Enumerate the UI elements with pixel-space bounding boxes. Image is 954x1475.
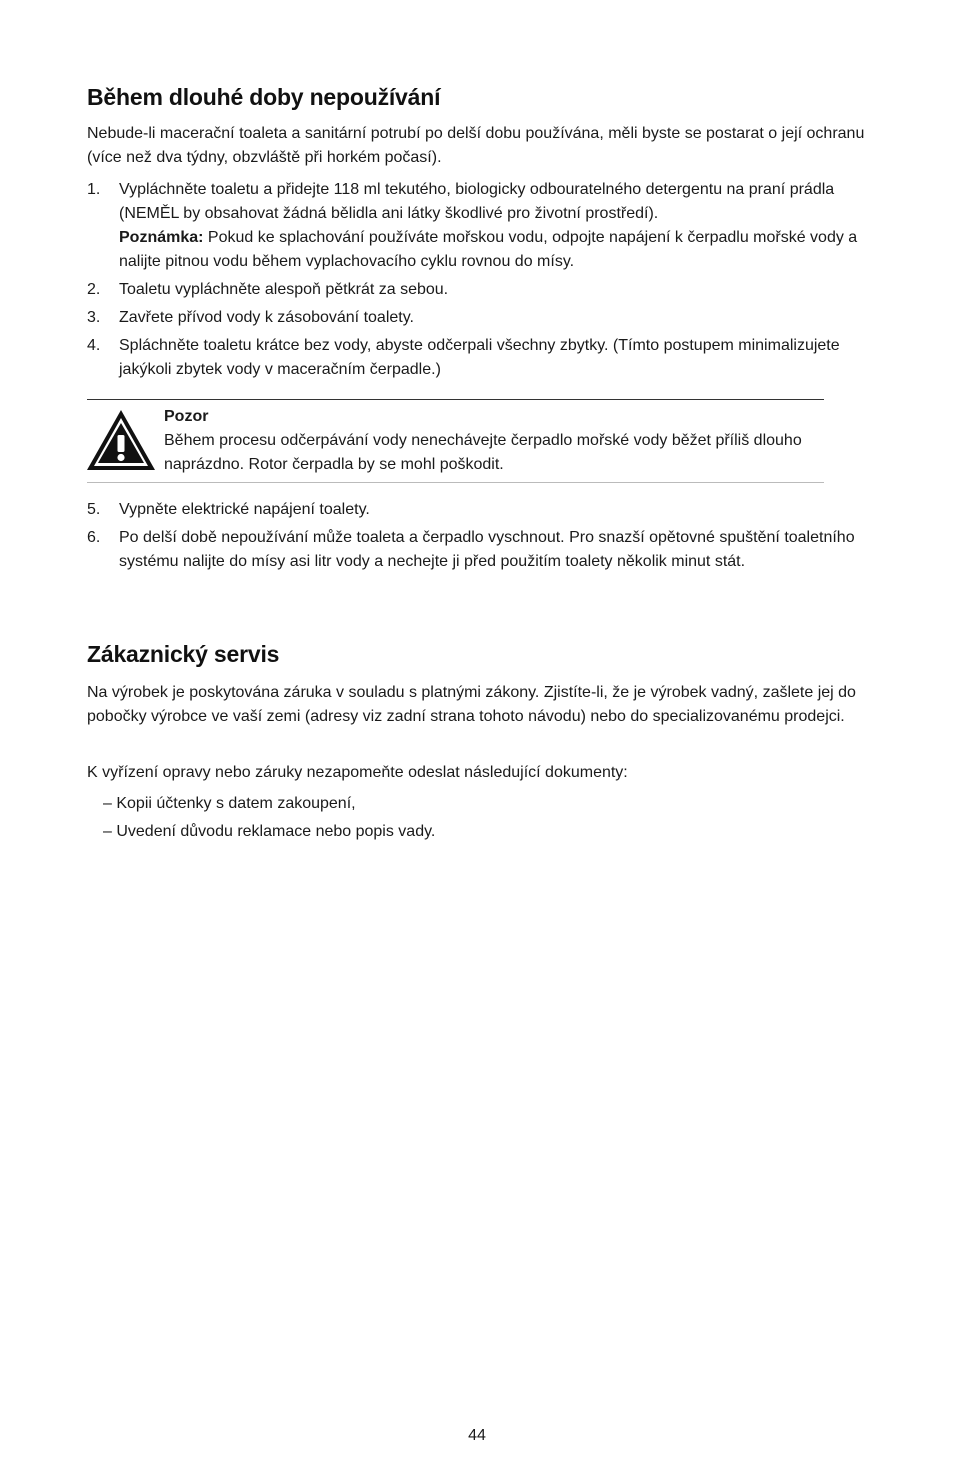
note-text: Pokud ke splachování používáte mořskou vodu, odpojte napájení k čerpadlu mořské vody a nalijte pitnou vodu během vyplachovacího cyklu rovnou do mísy.	[119, 229, 858, 270]
list-item: – Kopii účtenky s datem zakoupení,	[103, 795, 356, 812]
caution-box	[87, 399, 824, 483]
step-number: 1.	[87, 181, 101, 198]
caution-title: Pozor	[164, 408, 209, 425]
step-text: Zavřete přívod vody k zásobování toalety.	[119, 309, 414, 326]
list-item	[87, 278, 877, 302]
list-item: – Uvedení důvodu reklamace nebo popis vady.	[103, 823, 436, 840]
page-number: 44	[468, 1427, 486, 1444]
list-item	[87, 526, 877, 574]
list-item	[87, 306, 877, 330]
steps-list-a	[87, 178, 877, 386]
documents-intro-paragraph: K vyřízení opravy nebo záruky nezapomeňte odeslat následující dokumenty:	[87, 764, 628, 781]
step-number: 2.	[87, 281, 101, 298]
step-text: Spláchněte toaletu krátce bez vody, abyste odčerpali všechny zbytky. (Tímto postupem minimalizujete jakýkoli zbytek vody v maceračním čerpadle.)	[119, 337, 840, 378]
section-heading-customer-service: Zákaznický servis	[87, 641, 280, 667]
warning-triangle-icon	[85, 408, 157, 472]
step-text: Vypněte elektrické napájení toalety.	[119, 501, 370, 518]
list-item	[87, 498, 877, 522]
note-label: Poznámka:	[119, 229, 204, 246]
intro-paragraph: Nebude-li macerační toaleta a sanitární potrubí po delší dobu používána, měli byste se postarat o její ochranu (více než dva týdny, obzvláště při horkém počasí).	[87, 125, 865, 166]
step-text: Po delší době nepoužívání může toaleta a čerpadlo vyschnout. Pro snazší opětovné spuštění toaletního systému nalijte do mísy asi litr vody a nechejte ji před použitím toalety několik minut stát.	[119, 529, 855, 570]
caution-message: Během procesu odčerpávání vody nenechávejte čerpadlo mořské vody běžet příliš dlouho naprázdno. Rotor čerpadla by se mohl poškodit.	[164, 432, 802, 473]
step-number: 3.	[87, 309, 101, 326]
step-number: 6.	[87, 529, 101, 546]
step-number: 4.	[87, 337, 101, 354]
section-heading-long-term-storage: Během dlouhé doby nepoužívání	[87, 84, 441, 110]
step-text: Vypláchněte toaletu a přidejte 118 ml tekutého, biologicky odbouratelného detergentu na praní prádla (NEMĚL by obsahovat žádná bělidla ani látky škodlivé pro životní prostředí).	[119, 181, 835, 222]
caution-text-block	[164, 405, 834, 477]
steps-list-b	[87, 498, 877, 578]
documents-list	[103, 792, 435, 848]
list-item	[87, 178, 877, 274]
step-number: 5.	[87, 501, 101, 518]
step-text: Toaletu vypláchněte alespoň pětkrát za sebou.	[119, 281, 449, 298]
warranty-paragraph: Na výrobek je poskytována záruka v souladu s platnými zákony. Zjistíte-li, že je výrobek vadný, zašlete jej do pobočky výrobce ve vaší zemi (adresy viz zadní strana tohoto návodu) nebo do specializovanému prodejci.	[87, 684, 856, 725]
list-item	[87, 334, 877, 382]
